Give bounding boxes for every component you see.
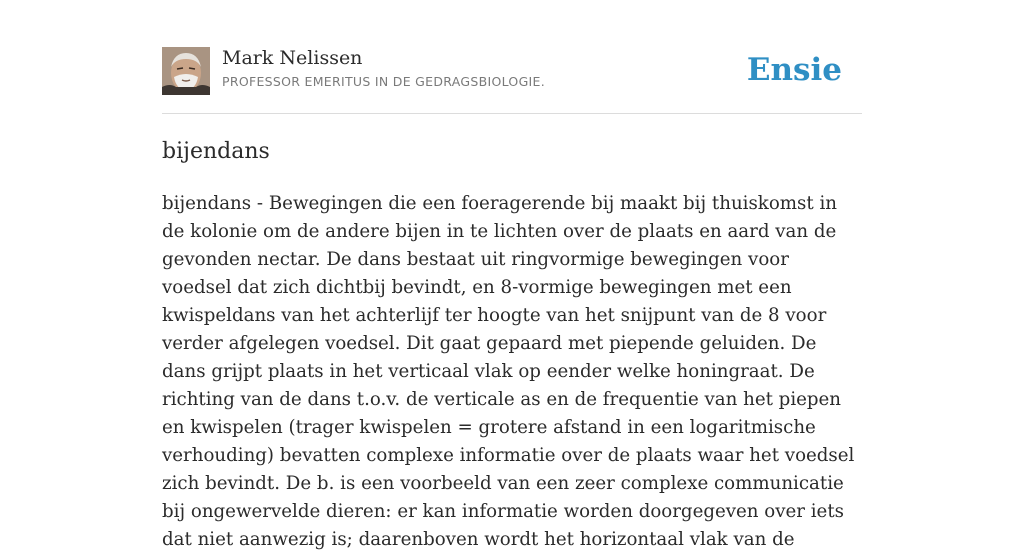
entry-term: bijendans bbox=[162, 139, 270, 164]
entry-card bbox=[162, 0, 862, 550]
entry-definition: bijendans - Bewegingen die een foeragerende bij maakt bij thuiskomst in de kolonie om de andere bijen in te lichten over de plaats en aard van de gevonden nectar. De dans bestaat uit ringvormige bewegingen voor voedsel dat zich dichtbij bevindt, en 8-vormige bewegingen met een kwispeldans van het achterlijf ter hoogte van het snijpunt van de 8 voor verder afgelegen voedsel. Dit gaat gepaard met piepende geluiden. De dans grijpt plaats in het verticaal vlak op eender welke honingraat. De richting van de dans t.o.v. de verticale as en de frequentie van het piepen en kwispelen (trager kwispelen = grotere afstand in een logaritmische verhouding) bevatten complexe informatie over de plaats waar het voedsel zich bevindt. De b. is een voorbeeld van een zeer complexe communicatie bij ongewervelde dieren: er kan informatie worden doorgegeven over iets dat niet aanwezig is; daarenboven wordt het horizontaal vlak van de bbox=[162, 193, 855, 550]
author-title: PROFESSOR EMERITUS IN DE GEDRAGSBIOLOGIE. bbox=[222, 74, 546, 89]
author-avatar[interactable] bbox=[162, 47, 210, 95]
author-portrait-icon bbox=[162, 47, 210, 95]
ensie-logo[interactable]: Ensie bbox=[746, 52, 842, 88]
author-name[interactable]: Mark Nelissen bbox=[222, 47, 363, 69]
author-header bbox=[162, 46, 862, 96]
header-divider bbox=[162, 113, 862, 114]
